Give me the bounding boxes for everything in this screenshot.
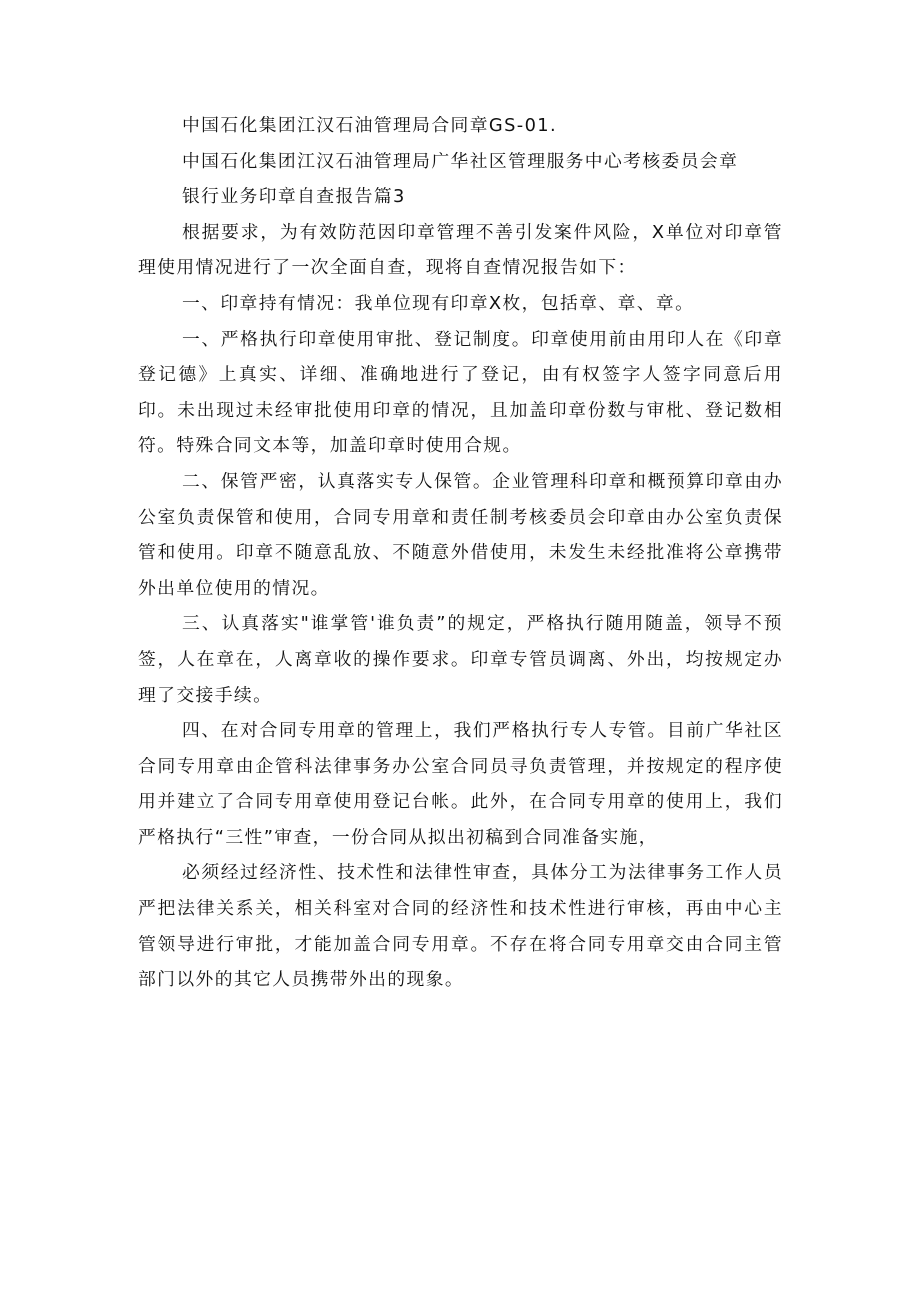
review-paragraph: 必须经过经济性、技术性和法律性审查，具体分工为法律事务工作人员严把法律关系关，相关科室对合同的经济性和技术性进行审核，再由中心主管领导进行审批，才能加盖合同专用章。不存在将合同专用章交由合同主管部门以外的其它人员携带外出的现象。 <box>138 862 783 991</box>
holdings-paragraph: 一、印章持有情况：我单位现有印章X枚，包括章、章、章。 <box>182 292 695 314</box>
intro-paragraph: 根据要求，为有效防范因印章管理不善引发案件风险，X单位对印章管理使用情况进行了一次全面自查，现将自查情况报告如下： <box>138 221 783 279</box>
seal-name-line-2: 中国石化集团江汉石油管理局广华社区管理服务中心考核委员会章 <box>182 150 739 172</box>
approval-paragraph: 一、严格执行印章使用审批、登记制度。印章使用前由用印人在《印章登记德》上真实、详细、准确地进行了登记，由有权签字人签字同意后用印。未出现过未经审批使用印章的情况，且加盖印章份数与审枇、登记数相符。特殊合同文本等，加盖印章时使用合规。 <box>138 328 783 457</box>
contract-seal-paragraph: 四、在对合同专用章的管理上，我们严格执行专人专管。目前广华社区合同专用章由企管科法律事务办公室合同员寻负责管理，并按规定的程序使用并建立了合同专用章使用登记台帐。此外，在合同专用章的使用上，我们严格执行“三性”审查，一份合同从拟出初稿到合同准备实施， <box>138 720 783 848</box>
section-title: 银行业务印章自查报告篇3 <box>182 186 406 208</box>
custody-paragraph: 二、保管严密，认真落实专人保管。企业管理科印章和概预算印章由办公室负责保管和使用，合同专用章和责任制考核委员会印章由办公室负责保管和使用。印章不随意乱放、不随意外借使用，未发生未经批准将公章携带外出单位使用的情况。 <box>138 470 783 599</box>
responsibility-paragraph: 三、认真落实"谁掌管'谁负责”的规定，严格执行随用随盖，领导不预签，人在章在，人离章收的操作要求。印章专管员调离、外出，均按规定办理了交接手续。 <box>138 613 783 706</box>
document-body <box>138 108 783 998</box>
seal-name-line-1: 中国石化集团江汉石油管理局合同章GS-01. <box>182 115 558 136</box>
